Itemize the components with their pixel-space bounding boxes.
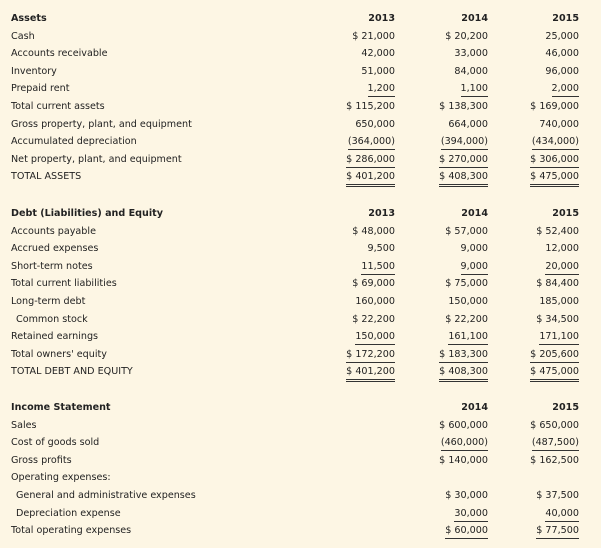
assets-value-v3-cell — [517, 80, 579, 98]
debt-row-label: Long-term debt — [11, 295, 86, 307]
income-row-label: General and administrative expenses — [16, 489, 196, 501]
debt-value-v2: 161,100 — [448, 329, 488, 345]
assets-value-v2: $ 20,200 — [445, 30, 488, 42]
debt-equity-table — [0, 223, 601, 381]
debt-value-v2: $ 183,300 — [439, 347, 488, 363]
income-value-v2-cell — [426, 505, 488, 523]
income-value-v2: $ 60,000 — [445, 523, 488, 539]
assets-value-v3: 25,000 — [545, 30, 579, 42]
debt-row-label: TOTAL DEBT AND EQUITY — [11, 366, 133, 378]
assets-value-v3-cell — [517, 63, 579, 81]
assets-row-label: Cash — [11, 30, 35, 42]
income-value-v3: $ 37,500 — [536, 489, 579, 501]
assets-value-v1-cell — [333, 168, 395, 187]
assets-value-v1: $ 401,200 — [346, 170, 395, 187]
assets-value-v1-cell — [333, 151, 395, 169]
assets-value-v3: 740,000 — [539, 118, 579, 130]
assets-row-label: Accumulated depreciation — [11, 136, 137, 148]
debt-row — [0, 275, 601, 293]
debt-equity-heading: Debt (Liabilities) and Equity — [11, 208, 163, 219]
debt-value-v3: 12,000 — [545, 243, 579, 255]
income-row-label: Cost of goods sold — [11, 437, 100, 449]
assets-value-v2-cell — [426, 63, 488, 81]
assets-value-v1-cell — [333, 133, 395, 151]
assets-year-2015: 2015 — [552, 13, 579, 24]
assets-value-v1: 51,000 — [361, 65, 395, 77]
assets-value-v2: 33,000 — [454, 48, 488, 60]
assets-value-v3-cell — [517, 116, 579, 134]
assets-section — [0, 10, 601, 186]
income-row — [0, 469, 601, 487]
assets-row — [0, 45, 601, 63]
assets-value-v3-cell — [517, 133, 579, 151]
debt-value-v3-cell — [517, 258, 579, 276]
assets-value-v2-cell — [426, 80, 488, 98]
debt-value-v1: 160,000 — [355, 295, 395, 307]
debt-value-v2-cell — [426, 240, 488, 258]
assets-value-v2: (394,000) — [441, 134, 488, 150]
assets-value-v3-cell — [517, 28, 579, 46]
debt-value-v1: 11,500 — [361, 259, 395, 275]
income-row-label: Gross profits — [11, 454, 72, 466]
debt-value-v1-cell — [333, 258, 395, 276]
debt-row-label: Accounts payable — [11, 225, 96, 237]
debt-row — [0, 346, 601, 364]
income-row — [0, 487, 601, 505]
assets-heading: Assets — [11, 13, 47, 24]
debt-row-label: Common stock — [16, 313, 88, 325]
debt-value-v1: $ 22,200 — [352, 313, 395, 325]
debt-value-v2-cell — [426, 346, 488, 364]
income-value-v2-cell — [426, 417, 488, 435]
income-row-label: Operating expenses: — [11, 472, 111, 484]
debt-year-2015: 2015 — [552, 208, 579, 219]
assets-row-label: TOTAL ASSETS — [11, 171, 82, 183]
assets-value-v1-cell — [333, 80, 395, 98]
assets-value-v2: $ 408,300 — [439, 170, 488, 187]
assets-value-v3: 46,000 — [545, 48, 579, 60]
income-row-label: Sales — [11, 419, 37, 431]
income-value-v2: $ 30,000 — [445, 489, 488, 501]
debt-value-v1: $ 69,000 — [352, 278, 395, 290]
debt-value-v2-cell — [426, 275, 488, 293]
debt-value-v1-cell — [333, 275, 395, 293]
assets-value-v1-cell — [333, 63, 395, 81]
income-value-v3-cell — [517, 522, 579, 540]
income-row — [0, 417, 601, 435]
assets-value-v3-cell — [517, 168, 579, 187]
debt-row-label: Retained earnings — [11, 331, 99, 343]
income-statement-section — [0, 399, 601, 540]
debt-row-label: Accrued expenses — [11, 243, 99, 255]
debt-value-v3: $ 205,600 — [530, 347, 579, 363]
debt-row — [0, 293, 601, 311]
debt-row — [0, 311, 601, 329]
assets-value-v2-cell — [426, 168, 488, 187]
assets-value-v1: 42,000 — [361, 48, 395, 60]
debt-header-row — [0, 205, 601, 223]
debt-value-v2: $ 75,000 — [445, 278, 488, 290]
income-value-v2-cell — [426, 452, 488, 470]
assets-row-label: Gross property, plant, and equipment — [11, 118, 192, 130]
assets-value-v2-cell — [426, 151, 488, 169]
assets-value-v2: $ 138,300 — [439, 100, 488, 112]
income-value-v2: 30,000 — [454, 506, 488, 522]
assets-table — [0, 28, 601, 186]
assets-value-v2-cell — [426, 45, 488, 63]
assets-value-v3: $ 306,000 — [530, 152, 579, 168]
assets-value-v3-cell — [517, 151, 579, 169]
assets-row — [0, 116, 601, 134]
income-value-v2: (460,000) — [441, 435, 488, 451]
debt-row — [0, 363, 601, 381]
assets-row — [0, 80, 601, 98]
debt-value-v3: 20,000 — [545, 259, 579, 275]
income-value-v3-cell — [517, 417, 579, 435]
assets-value-v2-cell — [426, 98, 488, 116]
debt-value-v2: $ 408,300 — [439, 365, 488, 382]
assets-value-v3-cell — [517, 98, 579, 116]
debt-value-v1: 9,500 — [367, 243, 395, 255]
assets-year-2014: 2014 — [461, 13, 488, 24]
debt-value-v3-cell — [517, 240, 579, 258]
assets-value-v1: $ 286,000 — [346, 152, 395, 168]
assets-row — [0, 133, 601, 151]
assets-row-label: Net property, plant, and equipment — [11, 153, 182, 165]
debt-value-v3: $ 34,500 — [536, 313, 579, 325]
income-value-v3: $ 650,000 — [530, 419, 579, 431]
assets-value-v3: 2,000 — [552, 81, 579, 97]
debt-row — [0, 240, 601, 258]
assets-row — [0, 168, 601, 186]
debt-row — [0, 223, 601, 241]
debt-value-v3-cell — [517, 275, 579, 293]
assets-value-v2-cell — [426, 116, 488, 134]
debt-value-v2-cell — [426, 223, 488, 241]
assets-value-v2-cell — [426, 133, 488, 151]
income-value-v3-cell — [517, 434, 579, 452]
income-year-2015: 2015 — [552, 402, 579, 413]
income-row-label: Total operating expenses — [11, 525, 132, 537]
income-statement-table — [0, 417, 601, 540]
debt-value-v1-cell — [333, 311, 395, 329]
debt-value-v2-cell — [426, 328, 488, 346]
income-header-row — [0, 399, 601, 417]
debt-value-v2: $ 57,000 — [445, 225, 488, 237]
income-value-v2: $ 140,000 — [439, 454, 488, 466]
debt-value-v2-cell — [426, 293, 488, 311]
income-year-2014: 2014 — [461, 402, 488, 413]
debt-value-v3-cell — [517, 293, 579, 311]
income-value-v2-cell — [426, 487, 488, 505]
debt-value-v2: 9,000 — [461, 259, 488, 275]
assets-value-v3: (434,000) — [532, 134, 579, 150]
assets-value-v1: $ 21,000 — [352, 30, 395, 42]
income-value-v3-cell — [517, 487, 579, 505]
assets-value-v3-cell — [517, 45, 579, 63]
income-row — [0, 452, 601, 470]
income-value-v2-cell — [426, 522, 488, 540]
debt-row — [0, 328, 601, 346]
debt-row-label: Short-term notes — [11, 260, 93, 272]
assets-value-v2-cell — [426, 28, 488, 46]
debt-value-v2: $ 22,200 — [445, 313, 488, 325]
income-row — [0, 522, 601, 540]
assets-value-v1-cell — [333, 28, 395, 46]
assets-row — [0, 151, 601, 169]
assets-value-v1: (364,000) — [348, 134, 395, 150]
debt-value-v3: 185,000 — [539, 295, 579, 307]
assets-value-v3: 96,000 — [545, 65, 579, 77]
debt-value-v3-cell — [517, 328, 579, 346]
debt-value-v3: $ 475,000 — [530, 365, 579, 382]
assets-row-label: Prepaid rent — [11, 83, 70, 95]
assets-value-v1: 650,000 — [355, 118, 395, 130]
assets-value-v1-cell — [333, 116, 395, 134]
income-value-v3: (487,500) — [532, 435, 579, 451]
assets-row — [0, 98, 601, 116]
debt-value-v2-cell — [426, 258, 488, 276]
debt-row-label: Total owners' equity — [11, 348, 107, 360]
assets-value-v2: 1,100 — [461, 81, 488, 97]
debt-value-v3-cell — [517, 311, 579, 329]
assets-header-row — [0, 10, 601, 28]
debt-value-v1: $ 48,000 — [352, 225, 395, 237]
income-value-v3: 40,000 — [545, 506, 579, 522]
income-value-v3: $ 77,500 — [536, 523, 579, 539]
assets-row-label: Total current assets — [11, 100, 105, 112]
assets-value-v2: $ 270,000 — [439, 152, 488, 168]
debt-value-v1: $ 401,200 — [346, 365, 395, 382]
debt-value-v1: 150,000 — [355, 329, 395, 345]
debt-row-label: Total current liabilities — [11, 278, 117, 290]
debt-value-v3-cell — [517, 346, 579, 364]
assets-value-v2: 84,000 — [454, 65, 488, 77]
income-value-v2-cell — [426, 434, 488, 452]
assets-value-v3: $ 475,000 — [530, 170, 579, 187]
assets-row-label: Accounts receivable — [11, 48, 108, 60]
debt-value-v1-cell — [333, 240, 395, 258]
debt-row — [0, 258, 601, 276]
debt-year-2014: 2014 — [461, 208, 488, 219]
debt-value-v3: $ 52,400 — [536, 225, 579, 237]
assets-value-v1-cell — [333, 45, 395, 63]
assets-value-v1-cell — [333, 98, 395, 116]
debt-value-v3: 171,100 — [539, 329, 579, 345]
assets-value-v2: 664,000 — [448, 118, 488, 130]
debt-value-v1-cell — [333, 346, 395, 364]
debt-value-v2: 9,000 — [460, 243, 488, 255]
income-row — [0, 434, 601, 452]
assets-row — [0, 28, 601, 46]
income-value-v3-cell — [517, 505, 579, 523]
debt-value-v2: 150,000 — [448, 295, 488, 307]
income-value-v3: $ 162,500 — [530, 454, 579, 466]
debt-year-2013: 2013 — [368, 208, 395, 219]
debt-value-v1-cell — [333, 223, 395, 241]
assets-value-v1: $ 115,200 — [346, 100, 395, 112]
assets-row — [0, 63, 601, 81]
assets-value-v1: 1,200 — [368, 81, 395, 97]
assets-value-v3: $ 169,000 — [530, 100, 579, 112]
income-row-label: Depreciation expense — [16, 507, 121, 519]
debt-value-v1: $ 172,200 — [346, 347, 395, 363]
income-row — [0, 505, 601, 523]
debt-value-v3-cell — [517, 363, 579, 382]
debt-value-v2-cell — [426, 311, 488, 329]
debt-value-v1-cell — [333, 363, 395, 382]
debt-value-v2-cell — [426, 363, 488, 382]
debt-value-v3-cell — [517, 223, 579, 241]
debt-value-v3: $ 84,400 — [536, 278, 579, 290]
income-value-v2: $ 600,000 — [439, 419, 488, 431]
debt-equity-section — [0, 205, 601, 381]
assets-row-label: Inventory — [11, 65, 57, 77]
income-statement-heading: Income Statement — [11, 402, 111, 413]
assets-year-2013: 2013 — [368, 13, 395, 24]
debt-value-v1-cell — [333, 328, 395, 346]
debt-value-v1-cell — [333, 293, 395, 311]
income-value-v3-cell — [517, 452, 579, 470]
